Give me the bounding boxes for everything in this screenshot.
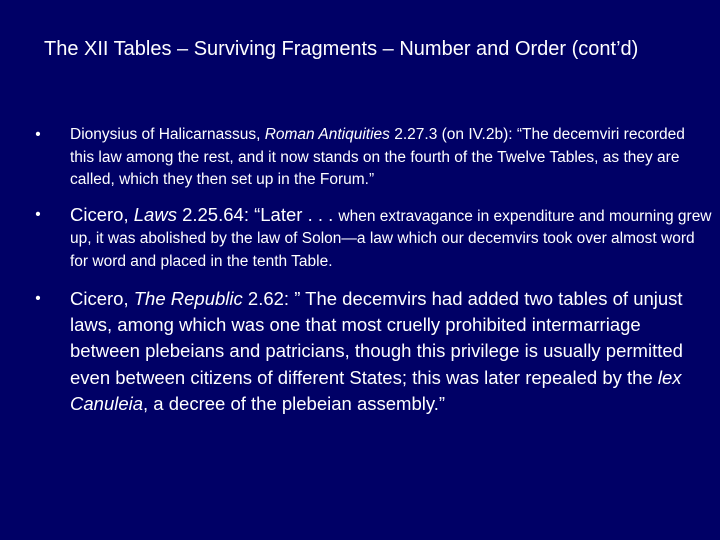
work-title: Laws [133, 203, 177, 225]
bullet-marker: • [35, 289, 41, 307]
bullet-text-pre: Dionysius of Halicarnassus, [70, 126, 265, 143]
bullet-text-pre: Cicero, [70, 287, 134, 309]
bullet-text-post: 2.27.3 (on IV.2b): “The decemviri recorded this law among the rest, and it now stands on the fourth of the Twelve Tables, as they are called, which they then set up in the Forum.” [70, 126, 685, 189]
legal-term: lex Canuleia [70, 366, 682, 415]
bullet-text-post: when extravagance in expenditure and mourning grew up, it was abolished by the law of Solon—a law which our decemvirs took over almost word for word and placed in the tenth Table. [70, 207, 712, 270]
work-title: The Republic [133, 287, 243, 309]
slide-title: The XII Tables – Surviving Fragments – Number and Order (cont’d) [44, 38, 639, 60]
bullet-marker: • [35, 205, 41, 223]
bullet-cicero-republic [28, 286, 713, 418]
bullet-marker: • [35, 126, 41, 143]
bullet-text-pre: Cicero, [70, 203, 134, 225]
bullet-cicero-laws [28, 204, 713, 274]
work-title: Roman Antiquities [264, 126, 390, 143]
bullet-text-lead: 2.25.64: “Later . . . [176, 203, 339, 225]
bullet-list [28, 124, 713, 430]
bullet-text-mid: 2.62: ” The decemvirs had added two tables of unjust laws, among which was one that most cruelly prohibited intermarriage between plebeians and patricians, though this privilege is usually permitted even between citizens of different States; this was later repealed by the [70, 287, 683, 388]
bullet-text-post: , a decree of the plebeian assembly.” [143, 393, 446, 415]
bullet-dionysius [28, 124, 713, 192]
